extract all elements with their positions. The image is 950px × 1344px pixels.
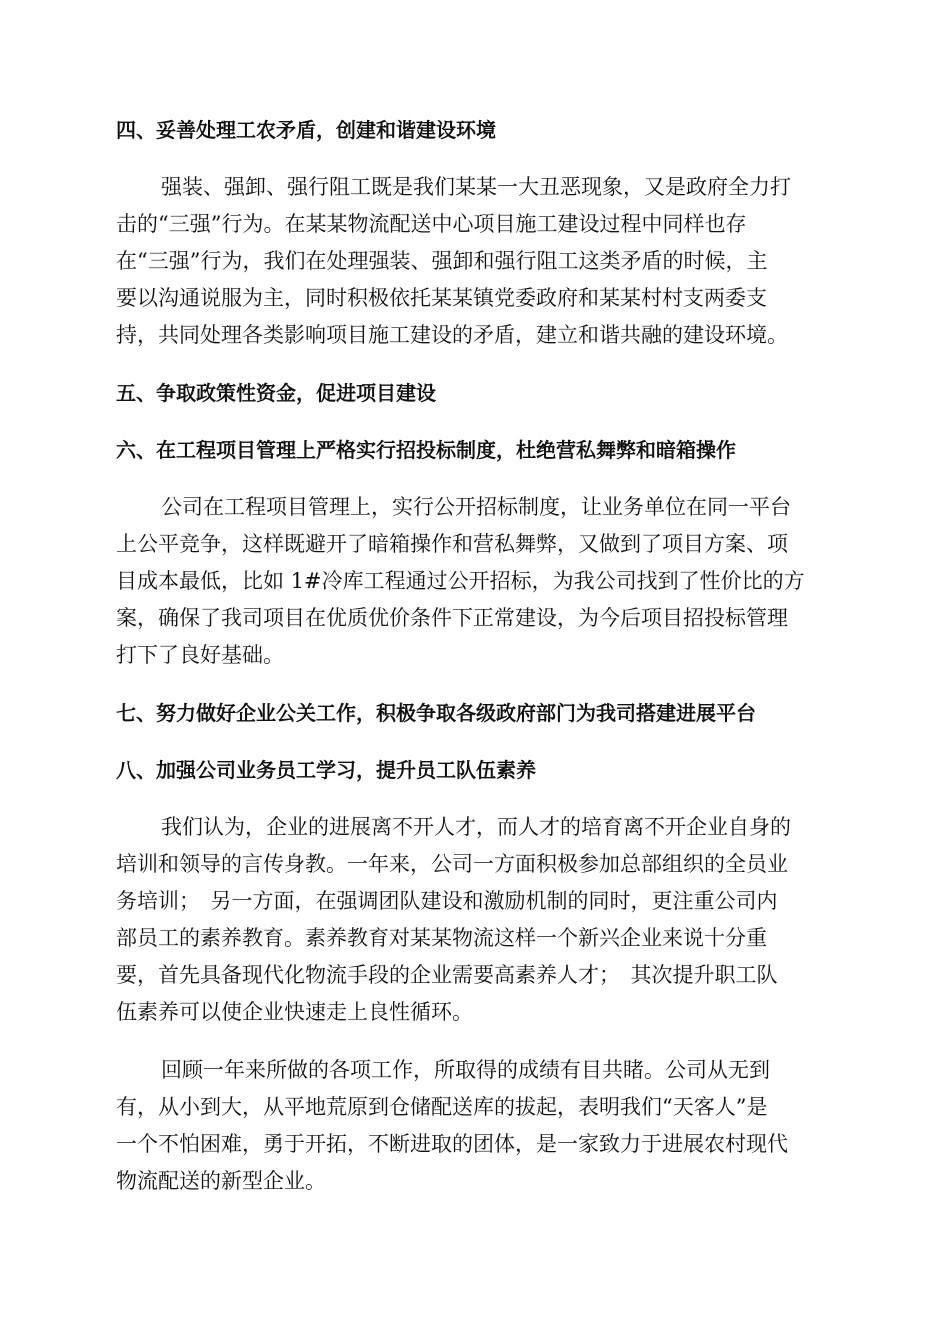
paragraph-line: 部员工的素养教育。素养教育对某某物流这样一个新兴企业来说十分重 xyxy=(116,926,767,950)
paragraph-conclusion xyxy=(116,1052,832,1200)
paragraph-line: 要，首先具备现代化物流手段的企业需要高素养人才； 其次提升职工队 xyxy=(116,963,778,987)
paragraph-line: 一个不怕困难，勇于开拓，不断进取的团体，是一家致力于进展农村现代 xyxy=(116,1132,788,1156)
document-page xyxy=(116,112,832,1221)
paragraph-line: 上公平竞争，这样既避开了暗箱操作和营私舞弊，又做到了项目方案、项 xyxy=(116,532,788,556)
section-heading-4: 四、妥善处理工农矛盾，创建和谐建设环境 xyxy=(116,118,496,142)
paragraph-line: 务培训； 另一方面，在强调团队建设和激励机制的同时，更注重公司内 xyxy=(116,889,778,913)
paragraph-line: 持，共同处理各类影响项目施工建设的矛盾，建立和谐共融的建设环境。 xyxy=(116,323,788,347)
paragraph-section-6 xyxy=(116,489,832,674)
paragraph-line: 我们认为，企业的进展离不开人才，而人才的培育离不开企业自身的 xyxy=(161,815,791,839)
paragraph-line: 案，确保了我司项目在优质优价条件下正常建设，为今后项目招投标管理 xyxy=(116,606,788,630)
paragraph-section-8 xyxy=(116,809,832,1031)
paragraph-line: 强装、强卸、强行阻工既是我们某某一大丑恶现象，又是政府全力打 xyxy=(161,175,791,199)
paragraph-line: 在“三强”行为，我们在处理强装、强卸和强行阻工这类矛盾的时候，主 xyxy=(116,249,768,273)
section-heading-5: 五、争取政策性资金，促进项目建设 xyxy=(116,381,436,405)
paragraph-line: 伍素养可以使企业快速走上良性循环。 xyxy=(116,1000,473,1024)
paragraph-line: 击的“三强”行为。在某某物流配送中心项目施工建设过程中同样也存 xyxy=(116,212,747,236)
paragraph-line: 目成本最低，比如 1#冷库工程通过公开招标，为我公司找到了性价比的方 xyxy=(116,569,805,593)
section-heading-7: 七、努力做好企业公关工作，积极争取各级政府部门为我司搭建进展平台 xyxy=(116,701,756,725)
paragraph-line: 物流配送的新型企业。 xyxy=(116,1169,326,1193)
paragraph-line: 打下了良好基础。 xyxy=(116,643,284,667)
section-heading-8: 八、加强公司业务员工学习，提升员工队伍素养 xyxy=(116,758,536,782)
paragraph-line: 公司在工程项目管理上，实行公开招标制度，让业务单位在同一平台 xyxy=(161,495,791,519)
paragraph-line: 培训和领导的言传身教。一年来，公司一方面积极参加总部组织的全员业 xyxy=(116,852,788,876)
paragraph-line: 回顾一年来所做的各项工作，所取得的成绩有目共睹。公司从无到 xyxy=(161,1058,770,1082)
paragraph-line: 要以沟通说服为主，同时积极依托某某镇党委政府和某某村村支两委支 xyxy=(116,286,767,310)
paragraph-line: 有，从小到大，从平地荒原到仓储配送库的拔起，表明我们“天客人”是 xyxy=(116,1095,768,1119)
paragraph-section-4 xyxy=(116,169,832,354)
section-heading-6: 六、在工程项目管理上严格实行招投标制度，杜绝营私舞弊和暗箱操作 xyxy=(116,438,736,462)
